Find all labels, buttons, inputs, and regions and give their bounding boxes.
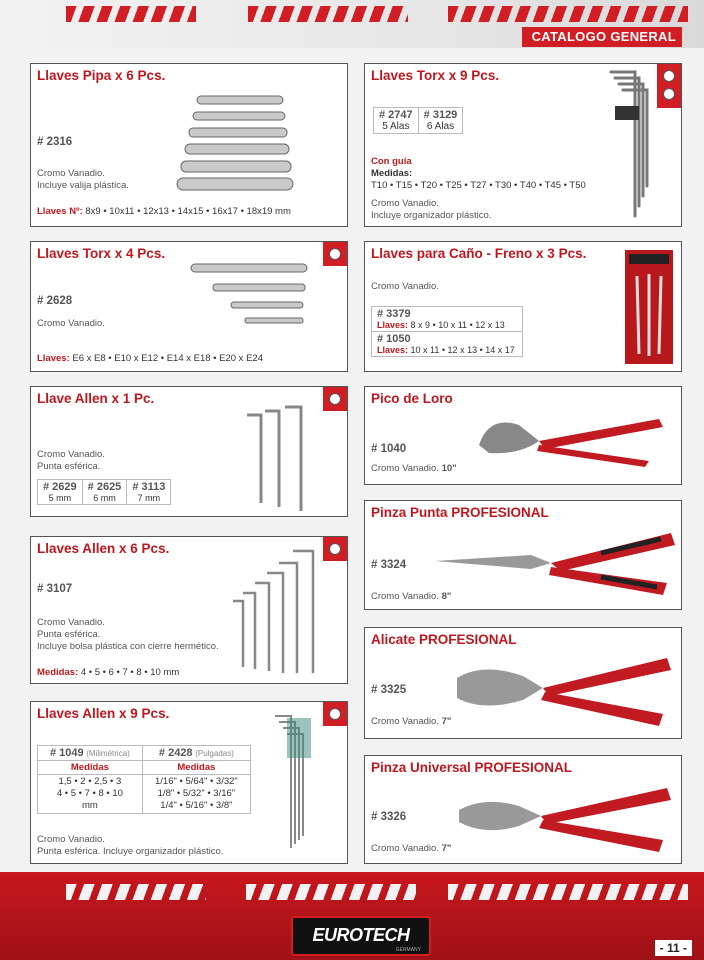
product-desc: Cromo Vanadio. — [37, 318, 105, 329]
product-codes: # 2747 5 Alas # 3129 6 Alas — [373, 107, 463, 134]
product-codes: # 2629 5 mm # 2625 6 mm # 3113 7 mm — [37, 479, 171, 505]
product-desc: Cromo Vanadio. Incluye valija plástica. — [37, 168, 129, 191]
product-desc: Cromo Vanadio. Incluye organizador plástico. — [371, 198, 492, 221]
product-desc: Cromo Vanadio. Punta esférica. Incluye bolsa plástica con cierre hermético. — [37, 617, 219, 652]
torx-keys-image — [605, 66, 655, 224]
product-desc: Cromo Vanadio. 7" — [371, 716, 452, 727]
allen-9-set-image — [271, 708, 327, 858]
product-title: Llaves Pipa x 6 Pcs. — [37, 68, 166, 83]
catalog-title: CATALOGO GENERAL — [522, 27, 682, 47]
header-stripes-right — [448, 6, 688, 22]
pico-de-loro-image — [469, 405, 669, 469]
product-spec: Con guía Medidas: T10 • T15 • T20 • T25 • T27 • T30 • T40 • T45 • T50 — [371, 156, 586, 191]
product-desc: Cromo Vanadio. 7" — [371, 843, 452, 854]
footer-stripes-mid — [246, 884, 416, 900]
footer-stripes-right — [448, 884, 688, 900]
pinza-punta-image — [431, 527, 679, 599]
ball-tip-icon — [323, 387, 347, 411]
product-title: Llaves para Caño - Freno x 3 Pcs. — [371, 246, 587, 261]
product-desc: Cromo Vanadio. — [371, 281, 439, 292]
brand-logo: EUROTECH GERMANY — [291, 916, 431, 956]
torx-icon — [657, 64, 681, 108]
product-code: # 2628 — [37, 295, 73, 307]
product-code: # 3107 — [37, 583, 73, 595]
product-codes: # 3379 Llaves: 8 x 9 • 10 x 11 • 12 x 13 # 1050 Llaves: 10 x 11 • 12 x 13 • 14 x 17 — [371, 306, 523, 357]
product-llaves-torx-4 — [30, 241, 348, 372]
product-title: Llaves Torx x 9 Pcs. — [371, 68, 500, 83]
product-code: # 3324 — [371, 559, 407, 571]
product-llaves-pipa — [30, 63, 348, 227]
product-title: Llave Allen x 1 Pc. — [37, 391, 155, 406]
product-llave-allen-1 — [30, 386, 348, 517]
ball-tip-icon — [323, 537, 347, 561]
product-title: Llaves Allen x 9 Pcs. — [37, 706, 170, 721]
product-desc: Cromo Vanadio. 10" — [371, 463, 457, 474]
product-pico-de-loro — [364, 386, 682, 485]
product-code: # 3325 — [371, 684, 407, 696]
pinza-universal-image — [455, 778, 677, 858]
product-pinza-punta — [364, 500, 682, 610]
product-code: # 3326 — [371, 811, 407, 823]
product-sizes-table: # 1049 (Milimétrica) # 2428 (Pulgadas) Medidas Medidas 1,5 • 2 • 2,5 • 3 4 • 5 • 7 • 8 • 10 mm 1/16" • 5/64" • 3/32" 1/8" • 5/32" • 3/16" 1/4" • 5/16" • 3/8" — [37, 745, 251, 814]
product-alicate — [364, 627, 682, 739]
product-title: Alicate PROFESIONAL — [371, 632, 517, 647]
header-stripes-left — [66, 6, 196, 22]
product-desc: Cromo Vanadio. Punta esférica. Incluye organizador plástico. — [37, 834, 224, 857]
header-stripes-mid — [248, 6, 408, 22]
product-title: Pinza Punta PROFESIONAL — [371, 505, 549, 520]
product-pinza-universal — [364, 755, 682, 864]
product-llaves-allen-6 — [30, 536, 348, 684]
allen-keys-image — [241, 403, 321, 513]
product-llaves-torx-9 — [364, 63, 682, 227]
product-llaves-cano-freno — [364, 241, 682, 372]
product-code: # 2316 — [37, 136, 73, 148]
product-title: Pico de Loro — [371, 391, 453, 406]
alicate-image — [453, 648, 677, 732]
product-spec: Llaves Nº: 8x9 • 10x11 • 12x13 • 14x15 • 16x17 • 18x19 mm — [37, 206, 291, 217]
pipa-wrenches-image — [171, 92, 311, 198]
product-spec: Llaves: E6 x E8 • E10 x E12 • E14 x E18 • E20 x E24 — [37, 353, 263, 364]
page-number: - 11 - — [655, 940, 692, 956]
torx-wrenches-image — [189, 258, 309, 330]
product-title: Pinza Universal PROFESIONAL — [371, 760, 573, 775]
product-llaves-allen-9 — [30, 701, 348, 864]
product-desc: Cromo Vanadio. 8" — [371, 591, 452, 602]
allen-set-image — [229, 545, 319, 675]
product-title: Llaves Allen x 6 Pcs. — [37, 541, 170, 556]
footer-stripes-left — [66, 884, 206, 900]
product-code: # 1040 — [371, 443, 407, 455]
brake-wrench-pack-image — [625, 250, 673, 364]
product-title: Llaves Torx x 4 Pcs. — [37, 246, 166, 261]
product-spec: Medidas: 4 • 5 • 6 • 7 • 8 • 10 mm — [37, 667, 180, 678]
product-desc: Cromo Vanadio. Punta esférica. — [37, 449, 105, 472]
torx-star-icon — [323, 242, 347, 266]
